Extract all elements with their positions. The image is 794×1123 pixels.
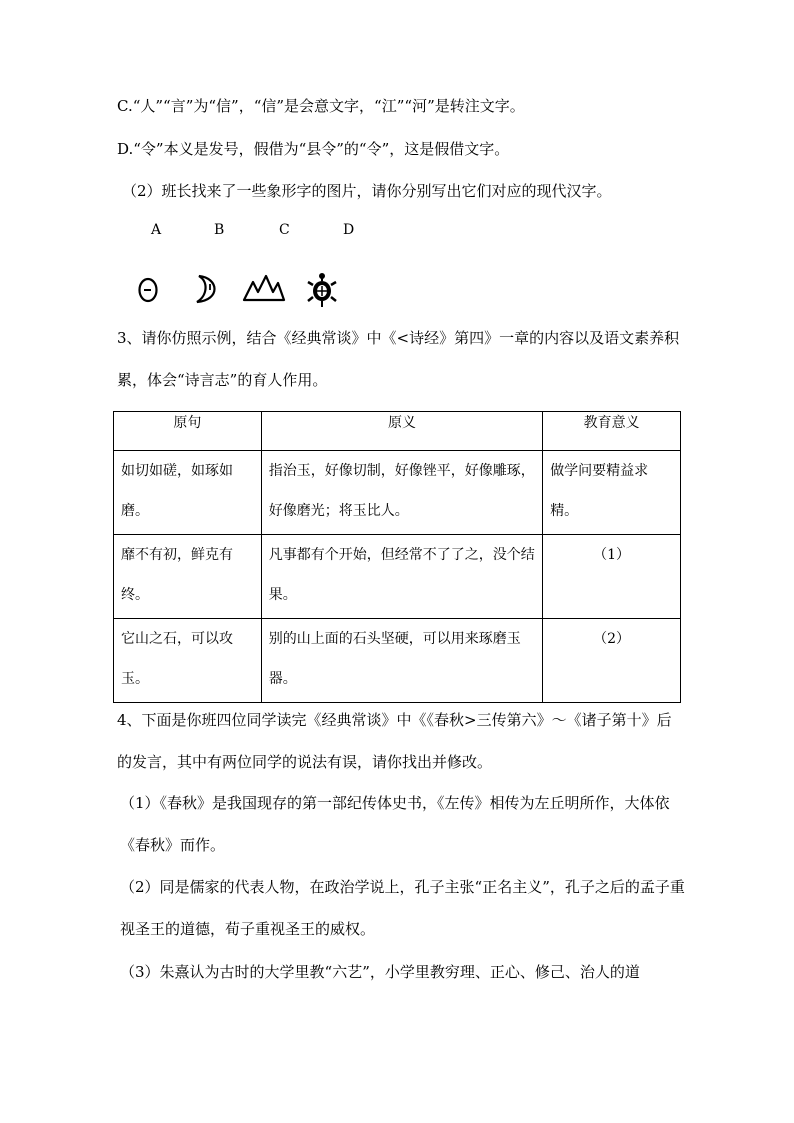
turtle-pictograph — [304, 270, 340, 310]
question-2-2: （2）班长找来了一些象形字的图片，请你分别写出它们对应的现代汉字。 — [122, 182, 612, 200]
option-c-text: C.“人”“言”为“信”，“信”是会意文字，“江”“河”是转注文字。 — [117, 97, 525, 115]
statement-3: （3）朱熹认为古时的大学里教“六艺”，小学里教穷理、正心、修己、治人的道 — [120, 963, 640, 981]
sun-pictograph — [135, 270, 161, 308]
cell-meaning: 指治玉，好像切制，好像锉平，好像雕琢，好像磨光；将玉比人。 — [261, 451, 542, 535]
label-d: D — [343, 222, 355, 238]
header-original-meaning: 原义 — [261, 412, 542, 451]
option-d-text: D.“令”本义是发号，假借为“县令”的“令”，这是假借文字。 — [117, 140, 510, 158]
label-b: B — [214, 222, 225, 238]
poetry-education-table — [113, 411, 681, 703]
cell-meaning: 别的山上面的石头坚硬，可以用来琢磨玉器。 — [261, 619, 542, 703]
cell-original: 它山之石，可以攻玉。 — [114, 619, 262, 703]
question-3: 3、请你仿照示例，结合《经典常谈》中《<诗经》第四》一章的内容以及语文素养积累，体会“诗言志”的育人作用。 — [117, 329, 680, 389]
table-row — [114, 619, 681, 703]
table-header-row — [114, 412, 681, 451]
header-educational-meaning: 教育意义 — [543, 412, 681, 451]
question-4: 4、下面是你班四位同学读完《经典常谈》中《《春秋>三传第六》～《诸子第十》后的发言，其中有两位同学的说法有误，请你找出并修改。 — [117, 711, 672, 771]
table-row — [114, 451, 681, 535]
moon-pictograph — [193, 270, 225, 308]
statement-2: （2）同是儒家的代表人物，在政治学说上，孔子主张“正名主义”，孔子之后的孟子重视圣王的道德，荀子重视圣王的威权。 — [120, 878, 685, 938]
cell-education: 做学问要精益求精。 — [543, 451, 681, 535]
blank-answer-1[interactable]: （1） — [543, 535, 681, 619]
mountain-pictograph — [242, 270, 286, 308]
cell-original: 如切如磋，如琢如磨。 — [114, 451, 262, 535]
cell-original: 靡不有初，鲜克有终。 — [114, 535, 262, 619]
header-original-sentence: 原句 — [114, 412, 262, 451]
table-row — [114, 535, 681, 619]
label-a: A — [151, 222, 162, 238]
label-c: C — [279, 222, 290, 238]
cell-meaning: 凡事都有个开始，但经常不了了之，没个结果。 — [261, 535, 542, 619]
statement-1: （1）《春秋》是我国现存的第一部纪传体史书，《左传》相传为左丘明所作，大体依《春秋》而作。 — [120, 794, 670, 854]
blank-answer-2[interactable]: （2） — [543, 619, 681, 703]
